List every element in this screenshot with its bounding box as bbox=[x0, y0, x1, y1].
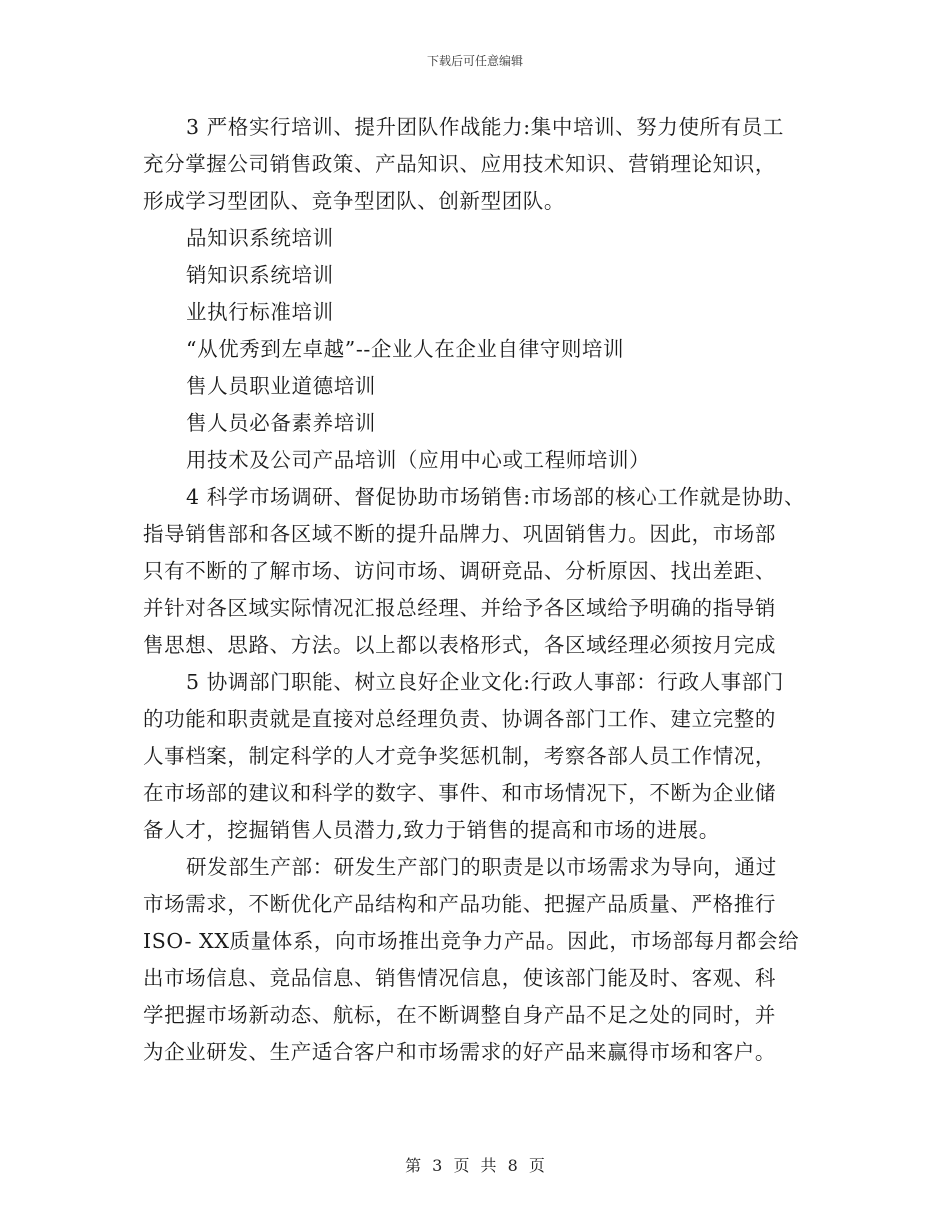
page-header-note: 下载后可任意编辑 bbox=[426, 54, 523, 68]
paragraph-line: 出市场信息、竞品信息、销售情况信息，使该部门能及时、客观、科 bbox=[143, 966, 776, 990]
paragraph-line: 形成学习型团队、竞争型团队、创新型团队。 bbox=[143, 189, 565, 213]
page-number-footer: 第 3 页 共 8 页 bbox=[405, 1156, 545, 1175]
list-item: 售人员必备素养培训 bbox=[186, 411, 376, 435]
paragraph-line: 只有不断的了解市场、访问市场、调研竞品、分析原因、找出差距、 bbox=[143, 559, 776, 583]
paragraph-line: 4 科学市场调研、督促协助市场销售:市场部的核心工作就是协助、 bbox=[186, 485, 806, 509]
paragraph-line: 3 严格实行培训、提升团队作战能力:集中培训、努力使所有员工 bbox=[186, 115, 784, 139]
list-item: 售人员职业道德培训 bbox=[186, 374, 376, 398]
paragraph-line: 在市场部的建议和科学的数字、事件、和市场情况下，不断为企业储 bbox=[143, 781, 776, 805]
paragraph-line: 并针对各区域实际情况汇报总经理、并给予各区域给予明确的指导销 bbox=[143, 596, 776, 620]
paragraph-line: 充分掌握公司销售政策、产品知识、应用技术知识、营销理论知识， bbox=[143, 152, 776, 176]
paragraph-line: 指导销售部和各区域不断的提升品牌力、巩固销售力。因此，市场部 bbox=[143, 522, 776, 546]
list-item: 业执行标准培训 bbox=[186, 300, 334, 324]
list-item: 销知识系统培训 bbox=[186, 263, 334, 287]
paragraph-line: 市场需求，不断优化产品结构和产品功能、把握产品质量、严格推行 bbox=[143, 892, 776, 916]
list-item: 品知识系统培训 bbox=[186, 226, 334, 250]
list-item: 用技术及公司产品培训（应用中心或工程师培训） bbox=[186, 448, 651, 472]
paragraph-line: 人事档案，制定科学的人才竞争奖惩机制，考察各部人员工作情况， bbox=[143, 744, 776, 768]
paragraph-line: 售思想、思路、方法。以上都以表格形式，各区域经理必须按月完成 bbox=[143, 633, 776, 657]
paragraph-line: 5 协调部门职能、树立良好企业文化:行政人事部：行政人事部门 bbox=[186, 670, 784, 694]
paragraph-line: 备人才，挖掘销售人员潜力,致力于销售的提高和市场的进展。 bbox=[143, 818, 720, 842]
paragraph-line: 学把握市场新动态、航标，在不断调整自身产品不足之处的同时，并 bbox=[143, 1003, 776, 1027]
list-item: “从优秀到左卓越”--企业人在企业自律守则培训 bbox=[186, 337, 625, 361]
paragraph-line: 研发部生产部：研发生产部门的职责是以市场需求为导向，通过 bbox=[186, 855, 777, 879]
paragraph-line: 为企业研发、生产适合客户和市场需求的好产品来赢得市场和客户。 bbox=[143, 1040, 776, 1064]
paragraph-line: ISO- XX质量体系，向市场推出竞争力产品。因此，市场部每月都会给 bbox=[143, 929, 800, 953]
paragraph-line: 的功能和职责就是直接对总经理负责、协调各部门工作、建立完整的 bbox=[143, 707, 776, 731]
